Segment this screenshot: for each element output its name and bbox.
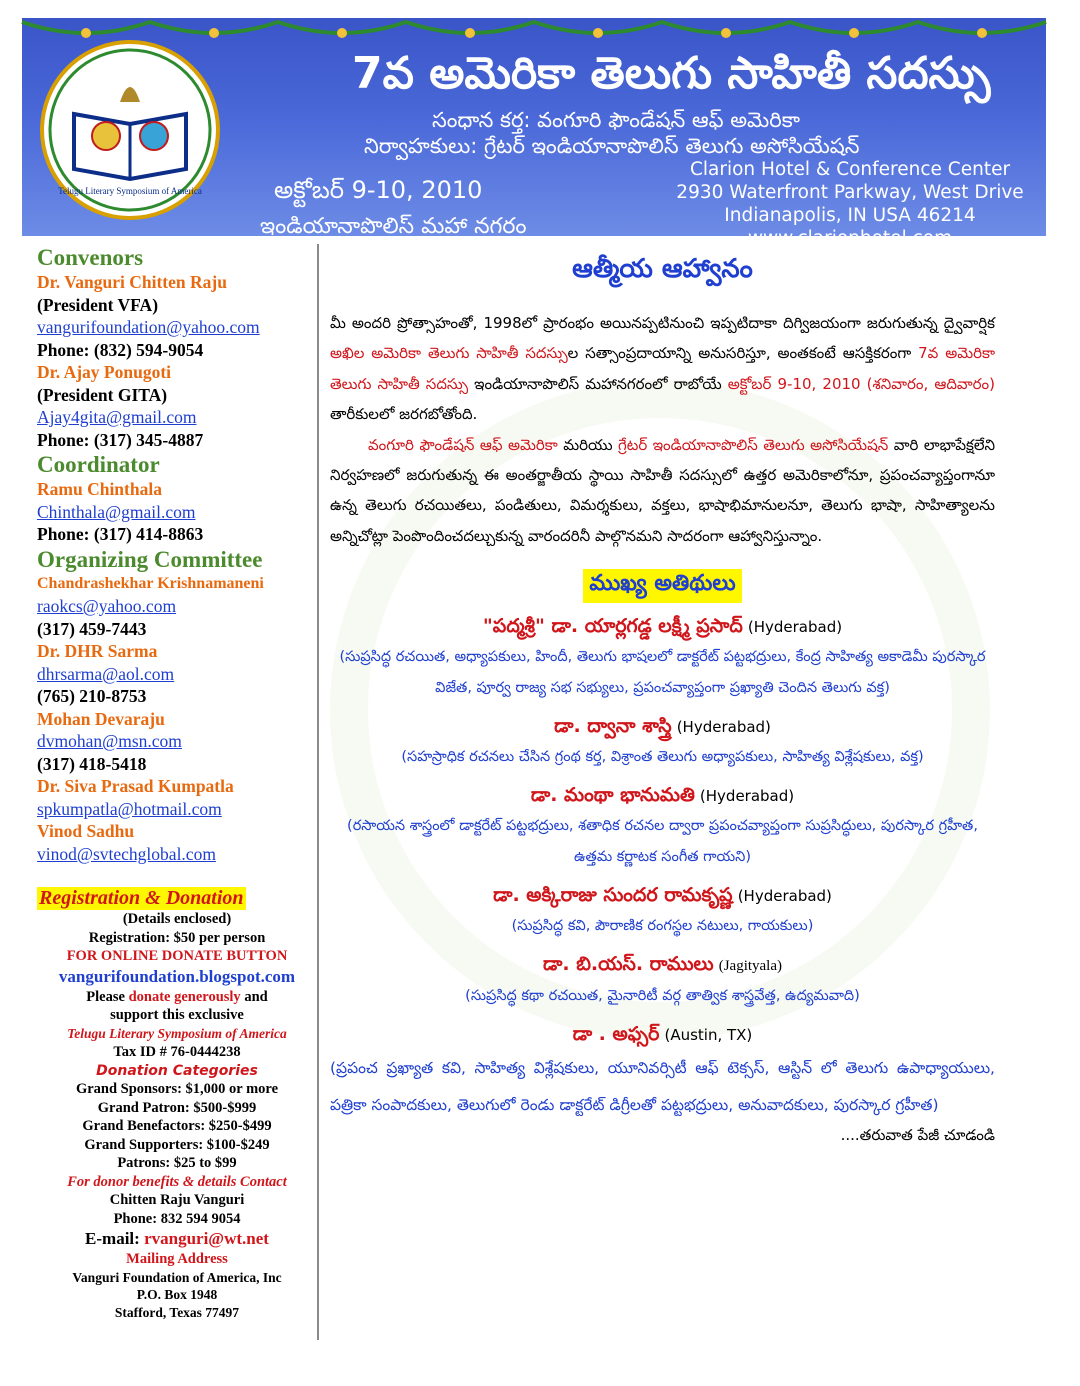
contact-name: Chitten Raju Vanguri xyxy=(109,1192,245,1208)
guest-5-description: (సుప్రసిద్ధ కథా రచయిత, మైనారిటీ వర్గ తాత్విక శాస్త్రవేత్త, ఉద్యమవాది) xyxy=(465,988,860,1005)
guest-5-name: డా. బి.యస్. రాములు xyxy=(542,953,714,976)
guest-1-description: (సుప్రసిద్ధ రచయిత, అధ్యాపకులు, హిందీ, తెలుగు భాషలలో డాక్టరేట్ పట్టభద్రులు, కేంద్ర సాహిత్య అకాడెమీ పురస్కార విజేత, పూర్వ రాజ్య సభ సభ్యులు, ప్రపంచవ్యాప్తంగా ప్రఖ్యాతి చెందిన తెలుగు వక్త) xyxy=(339,649,986,697)
venue-website-link[interactable]: www.clarionhotel.com xyxy=(747,228,953,249)
guest-3-place: (Hyderabad) xyxy=(699,787,795,806)
p1-text-a: మీ అందరి ప్రోత్సాహంతో, 1998లో ప్రారంభం అయినప్పటినుంచి ఇప్పటిదాకా దిగ్విజయంగా జరుగుతున్న ద్వైవార్షిక xyxy=(330,314,995,332)
p2-highlight-a: వంగూరి ఫౌండేషన్ ఆఫ్ అమెరికా xyxy=(368,435,558,454)
p1-text-b: ల సత్సాంప్రదాయాన్ని అనుసరిస్తూ, అంతకంటే ఆసక్తికరంగా xyxy=(567,344,919,363)
blog-link[interactable]: vangurifoundation.blogspot.com xyxy=(58,966,296,986)
guest-5 xyxy=(330,949,995,981)
member-3-name: Mohan Devaraju xyxy=(37,708,165,729)
invitation-paragraph xyxy=(330,430,995,552)
guest-2-place: (Hyderabad) xyxy=(676,718,771,737)
guest-4-place: (Hyderabad) xyxy=(737,887,832,906)
category-grand-benefactors: Grand Benefactors: $250-$499 xyxy=(82,1118,272,1134)
contact-phone: Phone: 832 594 9054 xyxy=(113,1210,241,1227)
guest-2 xyxy=(330,711,995,742)
convenor-2-name: Dr. Ajay Ponugoti xyxy=(37,362,172,382)
category-grand-supporters: Grand Supporters: $100-$249 xyxy=(84,1136,270,1153)
address-line-3: Stafford, Texas 77497 xyxy=(114,1304,240,1320)
p2-highlight-b: గ్రేటర్ ఇండియానాపొలిస్ తెలుగు అసోసియేషన్ xyxy=(618,435,889,454)
organizer-line: సంధాన కర్త: వంగూరి ఫౌండేషన్ ఆఫ్ అమెరికా xyxy=(432,108,800,132)
member-2-phone: (765) 210-8753 xyxy=(37,686,147,706)
venue-block xyxy=(620,158,1080,250)
member-5-email-link[interactable]: vinod@svtechglobal.com xyxy=(37,843,216,864)
guest-2-name: డా. ద్వానా శాస్త్రి xyxy=(554,715,672,738)
guest-3-description: (రసాయన శాస్త్రంలో డాక్టరేట్ పట్టభద్రులు, శతాధిక రచనల ద్వారా ప్రపంచవ్యాప్తంగా సుప్రసిద్ధులు, పురస్కార గ్రహీత, ఉత్తమ కర్ణాటక సంగీత గాయని) xyxy=(347,818,978,866)
convenor-1-email-link[interactable]: vangurifoundation@yahoo.com xyxy=(37,317,260,337)
sidebar xyxy=(37,244,317,1321)
main-content xyxy=(330,244,995,1148)
please-text: Please xyxy=(86,988,129,1005)
convenor-1-role: (President VFA) xyxy=(37,294,159,315)
convenors-heading: Convenors xyxy=(37,245,144,270)
guest-2-description: (సహస్రాధిక రచనలు చేసిన గ్రంథ కర్త, విశ్రాంత తెలుగు అధ్యాపకులు, సాహిత్య విశ్లేషకులు, వక్త) xyxy=(401,749,924,766)
coordinator-phone: Phone: (317) 414-8863 xyxy=(37,524,204,544)
member-3-phone: (317) 418-5418 xyxy=(37,753,147,774)
event-city: ఇండియానాపొలిస్ మహా నగరం xyxy=(260,214,527,239)
convenor-1-name: Dr. Vanguri Chitten Raju xyxy=(37,272,227,292)
coordinator-email-link[interactable]: Chinthala@gmail.com xyxy=(37,501,196,522)
guest-4 xyxy=(330,880,995,911)
guest-1-name: "పద్మశ్రీ" డా. యార్లగడ్డ లక్ష్మీ ప్రసాద్ xyxy=(482,615,743,638)
member-2-name: Dr. DHR Sarma xyxy=(37,641,158,661)
convenor-2-phone: Phone: (317) 345-4887 xyxy=(37,429,204,450)
invitation-heading: ఆత్మీయ ఆహ్వానం xyxy=(572,254,753,284)
header-banner xyxy=(22,18,1046,249)
coordinator-heading: Coordinator xyxy=(37,452,160,477)
donate-generously-text: donate generously xyxy=(128,988,241,1005)
details-note: (Details enclosed) xyxy=(122,911,232,927)
p1-highlight-b: 7వ అమెరికా తెలుగు సాహితీ సదస్సు xyxy=(330,344,995,393)
guest-4-name: డా. అక్కిరాజు సుందర రామకృష్ణ xyxy=(493,884,733,907)
convenor-2-role: (President GITA) xyxy=(37,384,168,405)
member-1-email-link[interactable]: raokcs@yahoo.com xyxy=(37,596,177,616)
guest-5-place: (Jagityala) xyxy=(718,958,783,975)
venue-city: Indianapolis, IN USA 46214 xyxy=(724,205,976,226)
convenor-2-email-link[interactable]: Ajay4gita@gmail.com xyxy=(37,407,197,427)
coordinator-name: Ramu Chinthala xyxy=(37,479,162,499)
book-emblem-icon xyxy=(44,44,216,216)
p1-text-c: ఇండియానాపొలిస్ మహానగరంలో రాబోయే xyxy=(468,374,728,393)
member-2-email-link[interactable]: dhrsarma@aol.com xyxy=(37,663,175,684)
guest-6-description: (ప్రపంచ ప్రఖ్యాత కవి, సాహిత్య విశ్లేషకులు, యూనివర్సిటీ ఆఫ్ టెక్సస్, ఆస్టిన్ లో తెలుగు ఉపాధ్యాయులు, పత్రికా సంపాదకులు, తెలుగులో రెండు డాక్టరేట్ డిగ్రీలతో పట్టభద్రులు, అనువాదకులు, పురస్కార గ్రహీత) xyxy=(330,1059,995,1115)
guest-6 xyxy=(330,1019,995,1050)
venue-name: Clarion Hotel & Conference Center xyxy=(689,159,1011,180)
address-line-2: P.O. Box 1948 xyxy=(136,1287,218,1302)
next-page-note: ....తరువాత పేజీ చూడండి xyxy=(840,1126,995,1145)
registration-fee: Registration: $50 per person xyxy=(88,929,266,946)
email-label: E-mail: xyxy=(85,1229,145,1248)
online-donate-label: FOR ONLINE DONATE BUTTON xyxy=(66,948,288,964)
and-text: and xyxy=(240,988,268,1005)
contact-email-link[interactable]: rvanguri@wt.net xyxy=(144,1229,269,1248)
intro-paragraph xyxy=(330,308,995,430)
guest-6-name: డా . అఫ్సర్ xyxy=(572,1023,660,1046)
category-grand-patron: Grand Patron: $500-$999 xyxy=(97,1099,257,1116)
p1-text-d: తారీకులలో జరగబోతోంది. xyxy=(330,405,478,424)
mailing-address-heading: Mailing Address xyxy=(126,1251,228,1267)
donate-appeal xyxy=(37,988,317,1007)
member-1-name: Chandrashekhar Krishnamaneni xyxy=(37,574,264,592)
logo-caption: Telugu Literary Symposium of America xyxy=(58,186,202,196)
guest-1-place: (Hyderabad) xyxy=(747,618,843,637)
member-5-name: Vinod Sadhu xyxy=(37,821,135,841)
convenor-1-phone: Phone: (832) 594-9054 xyxy=(37,339,204,360)
tlsa-logo xyxy=(40,40,220,220)
address-line-1: Vanguri Foundation of America, Inc xyxy=(72,1269,282,1285)
donation-categories-heading: Donation Categories xyxy=(96,1062,258,1079)
guest-3 xyxy=(330,780,995,811)
p1-highlight-c: అక్టోబర్ 9-10, 2010 (శనివారం, ఆదివారం) xyxy=(727,374,995,393)
guest-3-name: డా. మంథా భానుమతి xyxy=(530,784,695,807)
donor-benefits-note: For donor benefits & details Contact xyxy=(67,1173,287,1190)
guest-6-place: (Austin, TX) xyxy=(664,1026,753,1045)
category-grand-sponsors: Grand Sponsors: $1,000 or more xyxy=(75,1081,279,1097)
committee-heading: Organizing Committee xyxy=(37,546,263,572)
host-line: నిర్వాహకులు: గ్రేటర్ ఇండియానాపొలిస్ తెలుగు అసోసియేషన్ xyxy=(364,134,860,158)
member-1-phone: (317) 459-7443 xyxy=(37,618,147,639)
support-text: support this exclusive xyxy=(110,1007,244,1023)
event-date: అక్టోబర్ 9-10, 2010 xyxy=(274,176,483,204)
chief-guests-heading: ముఖ్య అతిథులు xyxy=(583,569,741,603)
member-4-email-link[interactable]: spkumpatla@hotmail.com xyxy=(37,798,222,819)
member-4-name: Dr. Siva Prasad Kumpatla xyxy=(37,776,234,796)
venue-street: 2930 Waterfront Parkway, West Drive xyxy=(676,182,1024,203)
column-divider xyxy=(317,244,319,1340)
member-3-email-link[interactable]: dvmohan@msn.com xyxy=(37,731,182,751)
guest-1 xyxy=(330,611,995,642)
tax-id: Tax ID # 76-0444238 xyxy=(113,1044,241,1060)
p1-highlight-a: అఖిల అమెరికా తెలుగు సాహితీ సదస్సు xyxy=(330,344,568,363)
tlsa-name: Telugu Literary Symposium of America xyxy=(67,1025,287,1041)
p2-text-b: వారి లాభాపేక్షలేని నిర్వహణలో జరుగుతున్న ఈ అంతర్జాతీయ స్థాయి సాహితీ సదస్సులో ఉత్తర అమెరికాలోనూ, ప్రపంచవ్యాప్తంగానూ ఉన్న తెలుగు రచయితలు, పండితులు, విమర్శకులు, వక్తలు, భాషాభిమానులనూ, తెలుగు భాషా, సాహిత్యాలను అన్నిచోట్లా పెంపొందించదల్చుకున్న వారందరినీ పాల్గొనమని సాదరంగా ఆహ్వానిస్తున్నాం. xyxy=(330,435,995,545)
contact-email xyxy=(37,1228,317,1250)
p2-text-a: మరియు xyxy=(557,435,619,454)
registration-heading: Registration & Donation xyxy=(39,887,244,909)
category-patrons: Patrons: $25 to $99 xyxy=(117,1155,237,1171)
page-title: 7వ అమెరికా తెలుగు సాహితీ సదస్సు xyxy=(352,48,991,99)
guest-4-description: (సుప్రసిద్ధ కవి, పౌరాణిక రంగస్థల నటులు, గాయకులు) xyxy=(511,918,814,935)
